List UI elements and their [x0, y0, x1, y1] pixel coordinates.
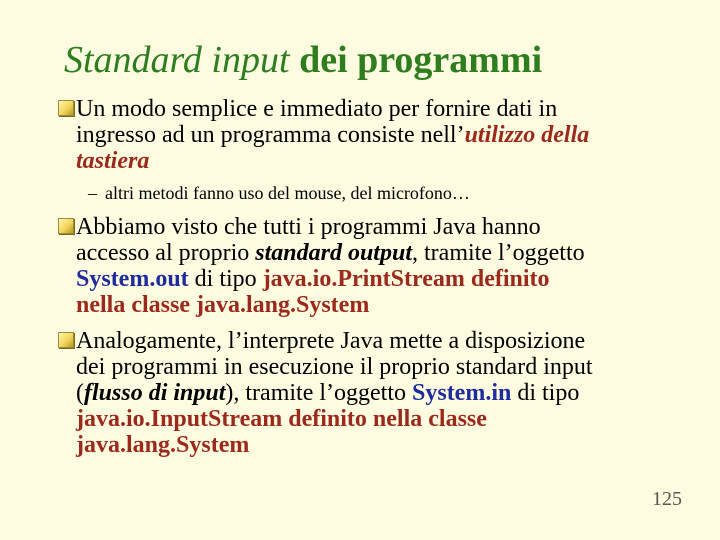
bullet2-line3-b: di tipo: [188, 266, 263, 292]
bullet1-line2: [76, 122, 700, 148]
bullet1-emphasis: utilizzo della: [464, 122, 590, 148]
page-number: 125: [652, 488, 682, 510]
square-bullet-icon: [58, 332, 74, 348]
bullet3-system-in: System.in: [412, 380, 512, 406]
bullet3-line1: Analogamente, l’interprete Java mette a disposizione: [76, 328, 586, 354]
bullet3-line3-a: (: [76, 380, 84, 406]
bullet3-line3-c: ), tramite l’oggetto: [225, 380, 412, 406]
bullet3-line3-e: di tipo: [511, 380, 580, 406]
title-italic-part: Standard input: [64, 39, 290, 81]
square-bullet-icon: [58, 218, 74, 234]
bullet3-line5: java.lang.System: [76, 432, 250, 458]
bullet2-line2-a: accesso al proprio: [76, 240, 256, 266]
bullet2-line1: Abbiamo visto che tutti i programmi Java hanno: [76, 214, 541, 240]
bullet2-printstream: java.io.PrintStream definito: [262, 266, 550, 292]
bullet2-line2: [76, 240, 700, 266]
bullet2-line3: [76, 266, 700, 292]
bullet2-standard-output: standard output: [255, 240, 412, 266]
bullet1-line1: Un modo semplice e immediato per fornire dati in: [76, 96, 558, 122]
title-bold-part: dei programmi: [289, 39, 543, 81]
bullet3-line2: dei programmi in esecuzione il proprio standard input: [76, 354, 593, 380]
sub-bullet-dash: –: [88, 183, 97, 203]
bullet-item-1: [0, 96, 700, 174]
bullet3-line4: java.io.InputStream definito nella classe: [76, 406, 487, 432]
square-bullet-icon: [58, 100, 74, 116]
sub-bullet-1: [88, 182, 688, 204]
slide-title: [64, 40, 542, 82]
bullet1-line2-text: ingresso ad un programma consiste nell’: [76, 122, 465, 148]
bullet2-line4: nella classe java.lang.System: [76, 292, 370, 318]
bullet1-line3: tastiera: [76, 148, 150, 174]
bullet3-flusso-di-input: flusso di input: [84, 380, 226, 406]
bullet-item-3: [0, 328, 700, 458]
sub-bullet-text: altri metodi fanno uso del mouse, del microfono…: [105, 183, 470, 203]
bullet2-system-out: System.out: [76, 266, 189, 292]
bullet-item-2: [0, 214, 700, 318]
bullet2-line2-c: , tramite l’oggetto: [412, 240, 585, 266]
bullet3-line3: [76, 380, 700, 406]
